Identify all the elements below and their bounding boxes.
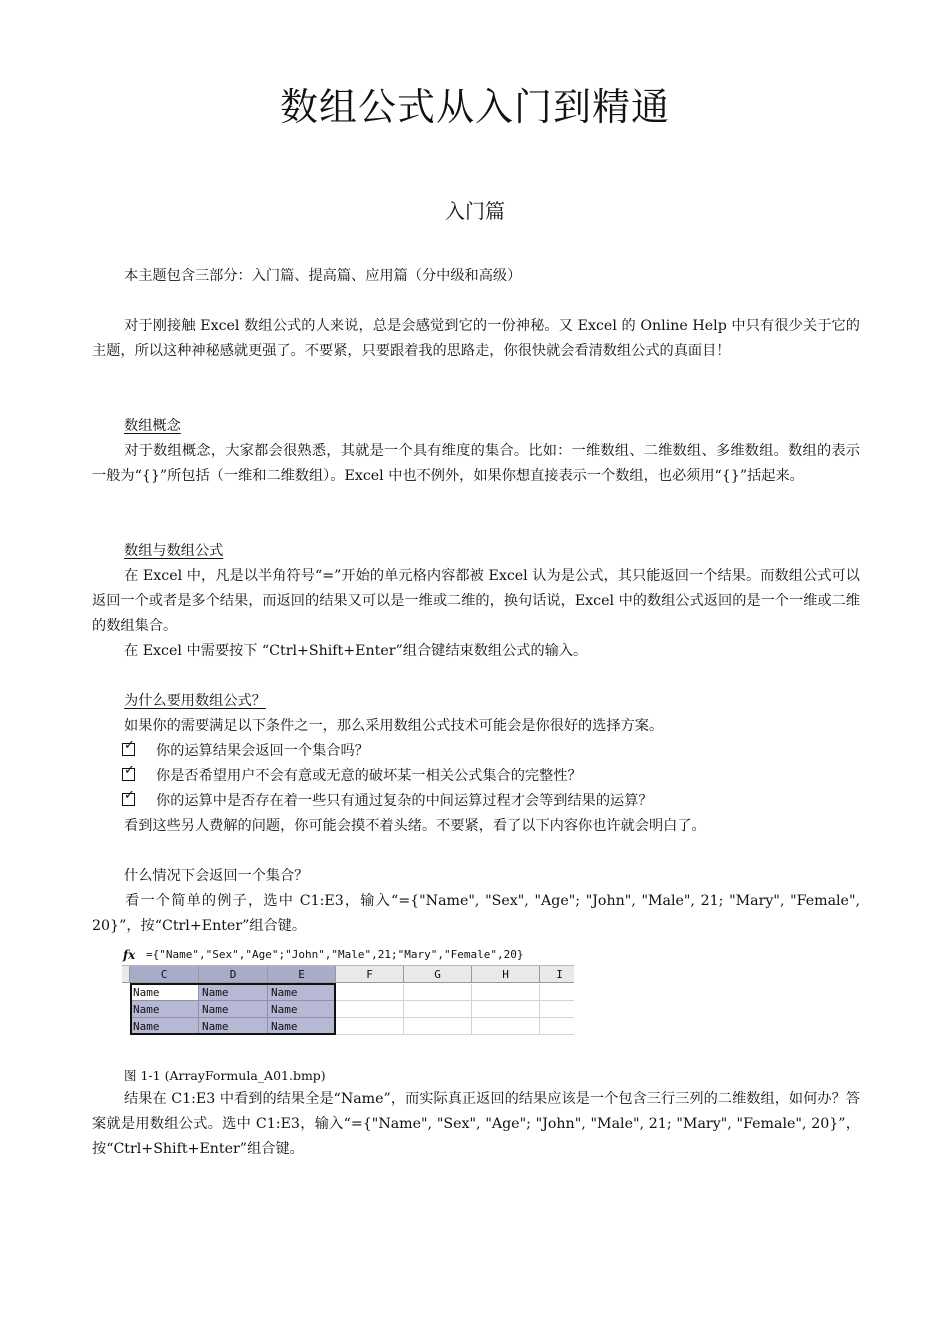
paragraph-1-text: 对于刚接触 Excel 数组公式的人来说，总是会感觉到它的一份神秘。又 Excel 的 Online Help 中只有很少关于它的主题，所以这种神秘感就更强了。不要紧，只要跟着我的思路走，你很快就会看清数组公式的真面目！ [92,318,860,359]
corner-header [122,966,130,983]
formula-text-1: 在 Excel 中，凡是以半角符号“=”开始的单元格内容都被 Excel 认为是公式，其只能返回一个结果。而数组公式可以返回一个或者是多个结果，而返回的结果又可以是一维或二维的，换句话说，Excel 中的数组公式返回的是一个一维或二维的数组集合。 [92,568,860,634]
concept-paragraph [92,439,860,489]
cell-empty [336,1001,404,1018]
checkbox-icon: ✓ [122,743,135,756]
fx-icon: fx [123,948,136,962]
why-after-text: 看到这些另人费解的问题，你可能会摸不着头绪。不要紧，看了以下内容你也许就会明白了。 [124,818,706,834]
paragraph-1 [92,314,860,364]
formula-text: ={"Name","Sex","Age";"John","Male",21;"Mary","Female",20} [146,948,524,961]
checkbox-icon: ✓ [122,768,135,781]
when-text: 看一个简单的例子，选中 C1:E3，输入“={"Name", "Sex", "Age"; "John", "Male", 21; "Mary", "Female", 20}”，按“Ctrl+Enter”组合键。 [92,893,860,934]
check-item-text: 你的运算结果会返回一个集合吗？ [156,743,369,759]
when-paragraph [92,889,860,939]
cell-empty [336,1018,404,1035]
cell-d1: Name [199,984,268,1001]
excel-screenshot [122,945,574,1039]
cell-e2: Name [268,1001,336,1018]
formula-paragraph-1 [92,564,860,639]
column-header-e: E [268,966,336,983]
document-subtitle: 入门篇 [445,199,505,223]
cell-empty [472,984,540,1001]
cell-c2: Name [130,1001,199,1018]
heading-when-collection: 什么情况下会返回一个集合？ [124,868,309,884]
check-item-3 [122,789,653,814]
column-header-f: F [336,966,404,983]
column-header-i: I [540,966,574,983]
column-header-c: C [130,966,199,983]
formula-bar [122,945,574,966]
cell-c1: Name [130,984,199,1001]
column-header-h: H [472,966,540,983]
formula-text-2: 在 Excel 中需要按下 “Ctrl+Shift+Enter”组合键结束数组公式的输入。 [124,643,588,659]
selection-frame [130,983,336,1035]
cell-empty [540,1001,574,1018]
cell-empty [472,1018,540,1035]
column-header-g: G [404,966,472,983]
cell-d3: Name [199,1018,268,1035]
cell-e1: Name [268,984,336,1001]
heading-array-formula: 数组与数组公式 [124,543,224,559]
intro-text: 本主题包含三部分：入门篇、提高篇、应用篇（分中级和高级） [124,268,522,284]
check-item-1 [122,739,369,764]
heading-why-array-formula: 为什么要用数组公式？ [124,693,266,709]
checkbox-icon: ✓ [122,793,135,806]
cell-d2: Name [199,1001,268,1018]
check-item-text: 你的运算中是否存在着一些只有通过复杂的中间运算过程才会等到结果的运算？ [156,793,653,809]
result-text: 结果在 C1:E3 中看到的结果全是“Name”，而实际真正返回的结果应该是一个包含三行三列的二维数组，如何办？答案就是用数组公式。选中 C1:E3，输入“={"Name", "Sex", "Age"; "John", "Male", 21; "Mary", "Female", 20}”，按“Ctrl+Shift+Enter”组合键。 [92,1091,860,1157]
concept-text: 对于数组概念，大家都会很熟悉，其就是一个具有维度的集合。比如：一维数组、二维数组、多维数组。数组的表示一般为“{}”所包括（一维和二维数组）。Excel 中也不例外，如果你想直接表示一个数组，也必须用“{}”括起来。 [92,443,860,484]
cell-empty [404,1018,472,1035]
cell-e3: Name [268,1018,336,1035]
check-item-text: 你是否希望用户不会有意或无意的破坏某一相关公式集合的完整性？ [156,768,582,784]
cell-empty [540,1018,574,1035]
figure-caption: 图 1-1 (ArrayFormula_A01.bmp) [124,1068,326,1083]
formula-paragraph-2 [92,639,860,664]
heading-array-concept: 数组概念 [124,418,181,434]
column-header-d: D [199,966,268,983]
cell-empty [404,1001,472,1018]
cell-empty [404,984,472,1001]
check-item-2 [122,764,582,789]
result-paragraph [92,1087,860,1162]
cell-empty [540,984,574,1001]
document-title: 数组公式从入门到精通 [279,85,670,129]
cell-c3: Name [130,1018,199,1035]
cell-empty [336,984,404,1001]
intro-paragraph [92,264,860,289]
why-text: 如果你的需要满足以下条件之一，那么采用数组公式技术可能会是你很好的选择方案。 [124,718,664,734]
cell-empty [472,1001,540,1018]
